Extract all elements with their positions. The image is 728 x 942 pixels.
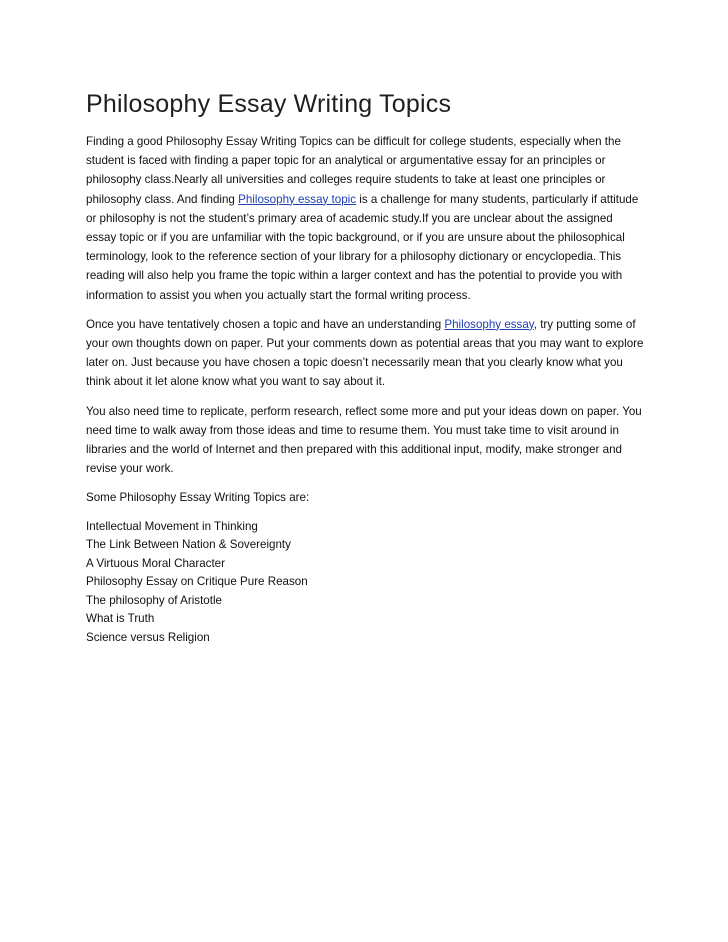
paragraph-intro-text-start: Finding a good Philosophy Essay Writing Topics can be difficult for college students, especially when the student is faced with finding a paper topic for an analytical or argumentative essay for an principles or philosophy class.Nearly all universities and colleges require students to take at least one principles or philosophy class. And finding	[86, 135, 621, 206]
paragraph-topic-choice-text-end: , try putting some of your own thoughts down on paper. Put your comments down as potential areas that you may want to explore later on. Just because you have chosen a topic doesn’t necessarily mean that you clearly know what you think about it let alone know what you want to say about it.	[86, 317, 644, 389]
philosophy-essay-link[interactable]: Philosophy essay	[444, 317, 534, 331]
topics-list	[86, 518, 646, 648]
list-item: A Virtuous Moral Character	[86, 556, 225, 570]
paragraph-time: You also need time to replicate, perform research, reflect some more and put your ideas down on paper. You need time to walk away from those ideas and time to resume them. You must take time to visit around in libraries and the world of Internet and then prepared with this additional input, modify, make stronger and revise your work.	[86, 404, 642, 476]
philosophy-essay-topic-link[interactable]: Philosophy essay topic	[238, 192, 357, 206]
list-item: The philosophy of Aristotle	[86, 593, 222, 607]
paragraph-topic-choice-text-start: Once you have tentatively chosen a topic and have an understanding	[86, 317, 445, 331]
paragraph-topic-choice	[86, 315, 646, 392]
list-item: The Link Between Nation & Sovereignty	[86, 538, 291, 552]
paragraph-topics-intro: Some Philosophy Essay Writing Topics are:	[86, 491, 310, 505]
paragraph-intro-text-end: is a challenge for many students, particularly if attitude or philosophy is not the student’s primary area of academic study.If you are unclear about the assigned essay topic or if you are unfamiliar with the topic background, or if you are unsure about the philosophical terminology, look to the reference section of your library for a philosophy dictionary or encyclopedia. This reading will also help you frame the topic within a larger context and has the potential to provide you with information to assist you when you actually start the formal writing process.	[86, 192, 639, 302]
paragraph-intro	[86, 132, 646, 305]
page-title: Philosophy Essay Writing Topics	[86, 90, 452, 118]
list-item: Philosophy Essay on Critique Pure Reason	[86, 575, 308, 589]
list-item: Intellectual Movement in Thinking	[86, 519, 258, 533]
list-item: Science versus Religion	[86, 630, 210, 644]
document-content	[86, 88, 646, 647]
list-item: What is Truth	[86, 612, 155, 626]
